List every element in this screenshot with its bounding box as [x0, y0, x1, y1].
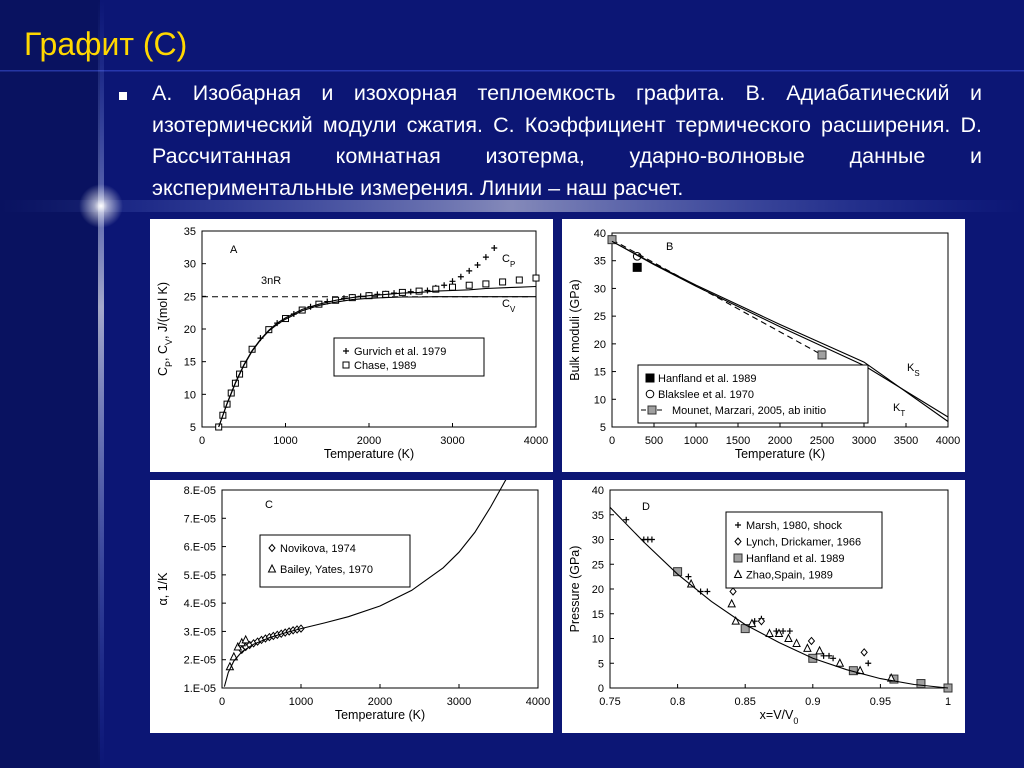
chart-a-y-tick-label: 10: [183, 389, 196, 402]
chart-a-x-tick-label: 3000: [440, 435, 465, 447]
chart-b-annotation: $K_T$: [893, 402, 906, 418]
chart-d-x-tick-label: 0.9: [805, 696, 821, 708]
chart-c-y-tick-label: 4.E-05: [183, 598, 216, 611]
chart-d-y-axis-label: Pressure (GPa): [568, 545, 582, 633]
chart-c-x-tick-label: 4000: [525, 696, 551, 708]
chart-a-y-tick-label: 25: [183, 291, 196, 304]
chart-d-y-tick-label: 35: [591, 509, 604, 522]
chart-d-series-3-point: [804, 644, 811, 651]
chart-b-series-2-line: [612, 240, 822, 355]
chart-d-legend-marker: [734, 554, 742, 562]
slide-title: Графит (С): [24, 26, 188, 62]
chart-a-series-1-point: [466, 282, 472, 288]
chart-d-series-3-point: [816, 647, 823, 654]
chart-b-legend-label: Hanfland et al. 1989: [658, 373, 757, 385]
chart-a-plot-frame: [202, 231, 536, 427]
chart-d-x-axis-label: $x=V/V_0$: [759, 708, 799, 726]
chart-c-plot-frame: [222, 490, 538, 688]
chart-b-y-tick-label: 40: [593, 228, 606, 240]
chart-d: [562, 480, 965, 733]
chart-a-annotation: 3nR: [261, 275, 282, 287]
chart-d-y-tick-label: 30: [591, 534, 604, 547]
chart-a-series-0-point: [450, 278, 456, 284]
chart-a-legend-label: Chase, 1989: [354, 360, 417, 372]
chart-d-y-tick-label: 20: [591, 584, 604, 596]
chart-d-series-3-point: [836, 659, 843, 666]
chart-d-y-tick-label: 25: [591, 559, 604, 572]
chart-b-x-tick-label: 1000: [683, 435, 709, 447]
chart-c-y-axis-label: α, 1/K: [156, 572, 170, 606]
chart-c-y-tick-label: 5.E-05: [183, 569, 216, 582]
chart-a-series-0-point: [458, 274, 464, 280]
chart-a-y-tick-label: 35: [183, 226, 196, 238]
chart-d-annotation: D: [642, 501, 650, 513]
chart-c-x-tick-label: 1000: [288, 696, 314, 708]
chart-a-series-1-point: [533, 275, 539, 281]
chart-c-y-tick-label: 8.E-05: [183, 485, 216, 497]
chart-c-y-tick-label: 2.E-05: [183, 654, 216, 667]
chart-a-x-tick-label: 2000: [356, 435, 382, 447]
chart-b-series-0-point: [633, 263, 641, 271]
chart-a-series-0-point: [491, 245, 497, 251]
chart-d-y-tick-label: 10: [591, 633, 604, 646]
chart-b-x-tick-label: 3000: [851, 435, 877, 447]
chart-b-legend-marker: [646, 390, 654, 398]
chart-d-y-tick-label: 5: [597, 658, 604, 671]
chart-a-series-1-point: [450, 284, 456, 290]
chart-c-x-axis-label: Temperature (K): [334, 708, 426, 722]
chart-d-y-tick-label: 15: [591, 608, 604, 621]
chart-a-x-tick-label: 4000: [523, 435, 549, 447]
chart-c-legend-label: Bailey, Yates, 1970: [280, 564, 373, 576]
chart-c-legend-label: Novikova, 1974: [280, 543, 356, 555]
chart-b-y-tick-label: 15: [593, 366, 606, 379]
chart-c-x-tick-label: 0: [218, 696, 226, 708]
chart-d-series-0-point: [865, 660, 871, 666]
chart-a-legend-label: Gurvich et al. 1979: [354, 346, 447, 358]
chart-panel-d: [562, 480, 965, 733]
chart-a-x-tick-label: 1000: [273, 435, 298, 447]
chart-panel-a: [150, 219, 553, 472]
chart-d-series-1-point: [808, 637, 814, 644]
chart-b-y-tick-label: 30: [593, 283, 606, 296]
chart-d-legend-label: Zhao,Spain, 1989: [746, 569, 833, 582]
chart-a-series-1-point: [500, 279, 506, 285]
chart-d-series-0-point: [704, 588, 710, 594]
chart-b-y-tick-label: 25: [593, 311, 606, 324]
chart-d-series-3-point: [728, 600, 735, 607]
chart-panel-b: [562, 219, 965, 472]
chart-a-annotation: $C_P$: [502, 253, 516, 269]
chart-b-x-tick-label: 500: [644, 435, 664, 447]
chart-a-annotation: A: [230, 244, 238, 256]
chart-d-x-tick-label: 0.85: [734, 696, 756, 708]
chart-b-x-tick-label: 1500: [725, 435, 751, 447]
chart-a-series-0-point: [441, 282, 447, 288]
chart-a-legend-marker: [343, 362, 349, 368]
chart-a-x-axis-label: Temperature (K): [323, 447, 415, 461]
chart-b-y-tick-label: 20: [593, 338, 606, 351]
chart-b-x-tick-label: 0: [608, 435, 616, 447]
chart-a-series-0-point: [466, 268, 472, 274]
chart-b-annotation: B: [666, 241, 674, 253]
chart-d-x-tick-label: 0.95: [869, 696, 892, 708]
chart-d-series-2-point: [917, 680, 925, 688]
chart-d-series-0-point: [787, 628, 793, 634]
chart-d-series-3-point: [766, 630, 773, 637]
chart-d-y-tick-label: 40: [591, 485, 604, 497]
chart-c-x-tick-label: 2000: [367, 696, 393, 708]
chart-b-y-tick-label: 35: [593, 255, 606, 268]
chart-a-series-1-point: [483, 281, 489, 287]
bullet-marker: [119, 92, 127, 100]
chart-b-legend-label: Blakslee et al. 1970: [658, 389, 755, 401]
chart-a-x-tick-label: 0: [198, 435, 206, 447]
chart-a-y-tick-label: 15: [183, 356, 196, 369]
slide-description: А. Изобарная и изохорная теплоемкость графита. В. Адиабатический и изотермический модули сжатия. С. Коэффициент термического расширения. D. Рассчитанная комнатная изотерма, ударно-волновые данные и экспериментальные измерения. Линии – наш расчет.: [152, 81, 982, 200]
chart-d-legend-label: Lynch, Drickamer, 1966: [746, 536, 862, 549]
chart-a-series-0-point: [424, 287, 430, 293]
chart-d-series-1-point: [730, 588, 736, 595]
chart-c-x-tick-label: 3000: [446, 696, 472, 708]
chart-c-y-tick-label: 6.E-05: [183, 541, 216, 554]
chart-b-x-tick-label: 2500: [809, 435, 835, 447]
chart-d-series-1-point: [861, 649, 867, 656]
chart-d-series-0-point: [649, 537, 655, 543]
chart-c: [150, 480, 553, 733]
chart-a-y-tick-label: 20: [183, 324, 196, 336]
chart-d-series-0-point: [685, 574, 691, 580]
chart-c-annotation: C: [265, 499, 273, 511]
chart-b-y-tick-label: 10: [593, 394, 606, 407]
chart-b-x-tick-label: 2000: [767, 435, 793, 447]
chart-a-series-0-point: [408, 289, 414, 295]
chart-d-series-3-point: [793, 639, 800, 646]
chart-a-annotation: $C_V$: [502, 298, 516, 314]
chart-a-y-tick-label: 30: [183, 258, 196, 271]
chart-a-y-tick-label: 5: [189, 422, 196, 434]
chart-a-y-axis-label: $C_P$, $C_V$, J/(mol K): [156, 282, 174, 376]
chart-b-x-tick-label: 4000: [935, 435, 961, 447]
chart-d-y-tick-label: 0: [597, 683, 604, 695]
chart-a-series-1-point: [416, 288, 422, 294]
chart-d-x-tick-label: 0.75: [599, 696, 621, 708]
chart-d-x-tick-label: 1: [944, 696, 952, 708]
chart-b-x-tick-label: 3500: [893, 435, 919, 447]
chart-b-legend-marker: [646, 374, 654, 382]
chart-b-annotation: $K_S$: [907, 362, 920, 378]
chart-b-y-axis-label: Bulk moduli (GPa): [568, 279, 582, 381]
chart-a-series-0-point: [483, 254, 489, 260]
chart-b-legend-label: Mounet, Marzari, 2005, ab initio: [672, 405, 827, 417]
chart-a: [150, 219, 553, 472]
chart-d-legend-label: Hanfland et al. 1989: [746, 553, 845, 565]
chart-a-series-1-point: [399, 289, 405, 295]
chart-b: [562, 219, 965, 472]
chart-b-legend-marker: [648, 406, 656, 414]
chart-c-y-tick-label: 3.E-05: [183, 626, 216, 639]
chart-d-legend-label: Marsh, 1980, shock: [746, 520, 842, 532]
chart-a-series-0-point: [475, 262, 481, 268]
chart-b-x-axis-label: Temperature (K): [734, 447, 826, 461]
chart-a-series-1-point: [516, 277, 522, 283]
chart-d-series-3-point: [785, 635, 792, 642]
chart-d-x-tick-label: 0.8: [669, 696, 686, 708]
chart-c-series-1-point: [242, 636, 249, 643]
chart-c-y-tick-label: 1.E-05: [183, 683, 216, 695]
chart-b-y-tick-label: 5: [599, 422, 606, 434]
chart-b-series-2-point: [818, 351, 826, 359]
chart-panel-c: [150, 480, 553, 733]
chart-c-y-tick-label: 7.E-05: [183, 513, 216, 526]
